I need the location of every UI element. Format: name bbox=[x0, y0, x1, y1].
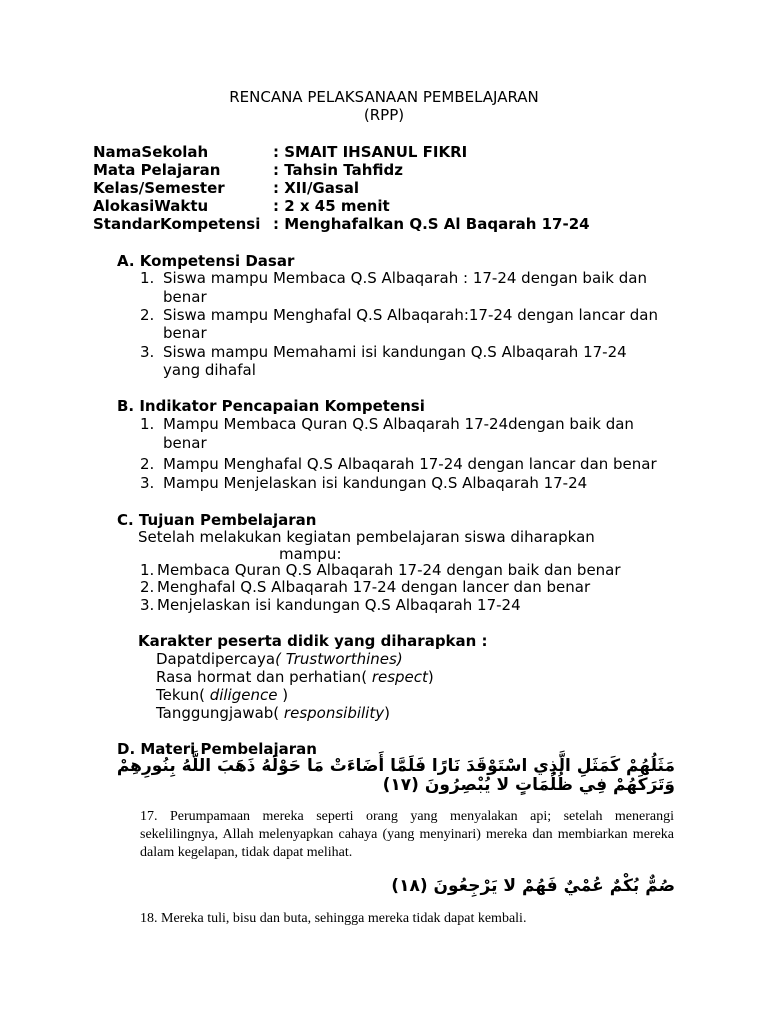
list-number: 3. bbox=[140, 343, 155, 361]
info-value: : SMAIT IHSANUL FIKRI bbox=[273, 143, 468, 161]
document-subtitle: (RPP) bbox=[363, 106, 405, 124]
section-c-intro: Setelah melakukan kegiatan pembelajaran siswa diharapkan bbox=[138, 528, 595, 546]
list-number: 1. bbox=[140, 561, 155, 579]
ayat-17-line-2: وَتَرَكَهُمْ فِي ظُلُمَاتٍ لا يُبْصِرُونَ (١٧) bbox=[382, 775, 675, 795]
info-row bbox=[93, 143, 590, 161]
karakter-item bbox=[156, 668, 434, 686]
info-label: NamaSekolah bbox=[93, 143, 209, 161]
info-value: : Menghafalkan Q.S Al Baqarah 17-24 bbox=[273, 215, 590, 233]
section-d-heading: D. Materi Pembelajaran bbox=[117, 740, 317, 758]
identity-table bbox=[93, 143, 590, 233]
list-item-text: Siswa mampu Memahami isi kandungan Q.S Albaqarah 17-24 bbox=[163, 343, 627, 361]
list-item-text: Menghafal Q.S Albaqarah 17-24 dengan lancer dan benar bbox=[157, 578, 591, 596]
karakter-close: ) bbox=[427, 668, 434, 686]
list-number: 2. bbox=[140, 455, 155, 473]
list-item-text: Mampu Membaca Quran Q.S Albaqarah 17-24dengan baik dan bbox=[163, 415, 634, 433]
translation-18: 18. Mereka tuli, bisu dan buta, sehingga mereka tidak dapat kembali. bbox=[140, 911, 527, 926]
list-item bbox=[140, 269, 154, 287]
info-value: : XII/Gasal bbox=[273, 179, 360, 197]
karakter-heading: Karakter peserta didik yang diharapkan : bbox=[138, 632, 488, 650]
info-row bbox=[93, 161, 590, 179]
karakter-close: ) bbox=[384, 704, 390, 722]
karakter-item bbox=[156, 650, 403, 668]
ayat-18: صُمٌّ بُكْمٌ عُمْيٌ فَهُمْ لا يَرْجِعُونَ (١٨) bbox=[391, 876, 675, 896]
info-label: AlokasiWaktu bbox=[93, 197, 209, 215]
translation-17: 17. Perumpamaan mereka seperti orang yang menyalakan api; setelah menerangi sekelilingnya, Allah melenyapkan cahaya (yang menyinari) mereka dan membiarkan mereka dalam kegelapan, tidak dapat melihat. bbox=[140, 809, 674, 860]
karakter-english: respect bbox=[371, 668, 428, 686]
list-item-text: benar bbox=[163, 324, 207, 342]
list-item-text: Siswa mampu Membaca Q.S Albaqarah : 17-24 dengan baik dan bbox=[163, 269, 647, 287]
karakter-english: diligence bbox=[209, 686, 278, 704]
list-item-text: Menjelaskan isi kandungan Q.S Albaqarah 17-24 bbox=[157, 596, 521, 614]
list-item-text: benar bbox=[163, 434, 207, 452]
list-number: 1. bbox=[140, 415, 155, 433]
list-item-text: Siswa mampu Menghafal Q.S Albaqarah:17-24 dengan lancar dan bbox=[163, 306, 658, 324]
list-item-text: Membaca Quran Q.S Albaqarah 17-24 dengan baik dan benar bbox=[157, 561, 621, 579]
karakter-close: ) bbox=[277, 686, 289, 704]
karakter-text: Tekun( bbox=[156, 686, 210, 704]
list-item-text: benar bbox=[163, 288, 207, 306]
list-number: 3. bbox=[140, 474, 155, 492]
karakter-text: Dapatdipercaya bbox=[156, 650, 276, 668]
karakter-text: Tanggungjawab( bbox=[156, 704, 284, 722]
info-label: Kelas/Semester bbox=[93, 179, 225, 197]
karakter-text: Rasa hormat dan perhatian( bbox=[156, 668, 372, 686]
ayat-17-line-1: مَثَلُهُمْ كَمَثَلِ الَّذِي اسْتَوْقَدَ نَارًا فَلَمَّا أَضَاءَتْ مَا حَوْلَهُ ذَهَبَ اللَّهُ بِنُورِهِمْ bbox=[116, 756, 675, 776]
document-title: RENCANA PELAKSANAAN PEMBELAJARAN bbox=[229, 88, 539, 106]
info-value: : Tahsin Tahfidz bbox=[273, 161, 403, 179]
info-label: StandarKompetensi bbox=[93, 215, 261, 233]
karakter-english: responsibility bbox=[283, 704, 385, 722]
info-row bbox=[93, 197, 590, 215]
section-c-intro-cont: mampu: bbox=[279, 545, 342, 563]
list-item-text: Mampu Menghafal Q.S Albaqarah 17-24 dengan lancar dan benar bbox=[163, 455, 657, 473]
info-value: : 2 x 45 menit bbox=[273, 197, 390, 215]
list-item-text: Mampu Menjelaskan isi kandungan Q.S Albaqarah 17-24 bbox=[163, 474, 588, 492]
list-number: 1. bbox=[140, 269, 155, 287]
info-row bbox=[93, 179, 590, 197]
list-number: 2. bbox=[140, 578, 155, 596]
karakter-english: ( Trustworthines) bbox=[275, 650, 403, 668]
section-c-heading: C. Tujuan Pembelajaran bbox=[117, 511, 317, 529]
section-b-heading: B. Indikator Pencapaian Kompetensi bbox=[117, 397, 425, 415]
info-label: Mata Pelajaran bbox=[93, 161, 221, 179]
list-number: 3. bbox=[140, 596, 155, 614]
list-number: 2. bbox=[140, 306, 155, 324]
list-item-text: yang dihafal bbox=[163, 361, 256, 379]
section-a-heading: A. Kompetensi Dasar bbox=[117, 252, 295, 270]
karakter-item bbox=[156, 704, 390, 722]
info-row bbox=[93, 215, 590, 233]
karakter-item bbox=[156, 686, 288, 704]
